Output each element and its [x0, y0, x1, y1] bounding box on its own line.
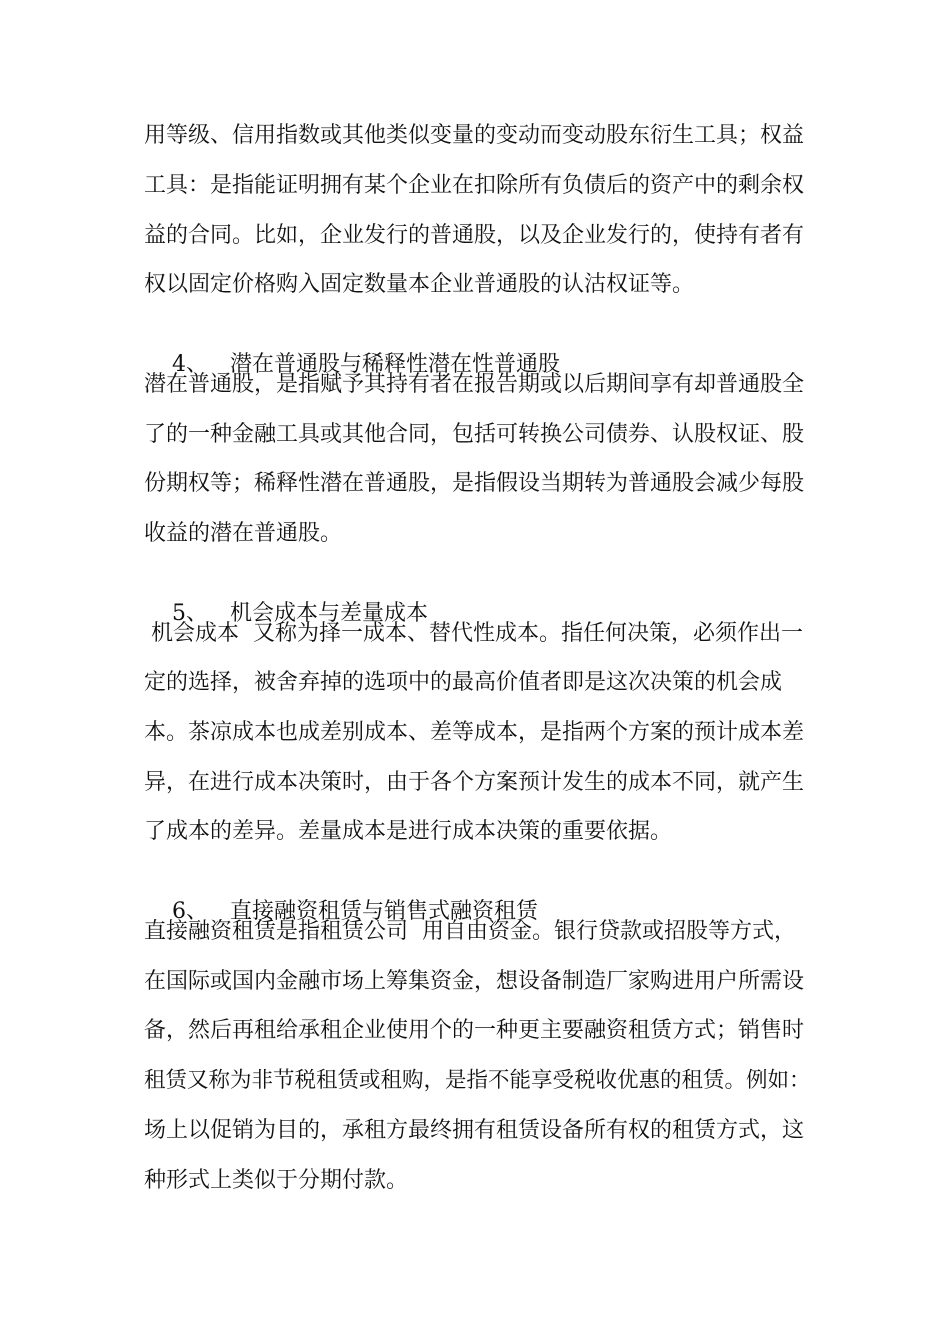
paragraph-line: 份期权等；稀释性潜在普通股，是指假设当期转为普通股会减少每股: [144, 471, 805, 496]
paragraph-line: 种形式上类似于分期付款。: [144, 1168, 409, 1193]
paragraph-line: 权以固定价格购入固定数量本企业普通股的认沽权证等。: [144, 272, 695, 297]
paragraph-line: 直接融资租赁是指租赁公司 用自由资金。银行贷款或招股等方式，: [144, 919, 796, 944]
paragraph-line: 了的一种金融工具或其他合同，包括可转换公司债券、认股权证、股: [144, 422, 805, 447]
paragraph-line: 了成本的差异。差量成本是进行成本决策的重要依据。: [144, 819, 673, 844]
paragraph-line: 本。茶凉成本也成差别成本、差等成本，是指两个方案的预计成本差: [144, 720, 805, 745]
paragraph-line: 收益的潜在普通股。: [144, 521, 343, 546]
paragraph-line: 备，然后再租给承租企业使用个的一种更主要融资租赁方式；销售时: [144, 1018, 805, 1043]
paragraph-line: 用等级、信用指数或其他类似变量的变动而变动股东衍生工具；权益: [144, 123, 805, 148]
section-heading: [144, 867, 812, 924]
paragraph-line: 潜在普通股，是指赋予其持有者在报告期或以后期间享有却普通股全: [144, 372, 805, 397]
section-heading: [144, 569, 812, 626]
paragraph-line: 异，在进行成本决策时，由于各个方案预计发生的成本不同，就产生: [144, 770, 805, 795]
section-number: 4、: [171, 352, 208, 377]
paragraph-line: 工具：是指能证明拥有某个企业在扣除所有负债后的资产中的剩余权: [144, 173, 805, 198]
paragraph-line: 场上以促销为目的，承租方最终拥有租赁设备所有权的租赁方式，这: [144, 1118, 805, 1143]
section-title: 直接融资租赁与销售式融资租赁: [229, 899, 538, 924]
paragraph-line: 机会成本 又称为择一成本、替代性成本。指任何决策，必须作出一: [144, 621, 803, 646]
section-title: 潜在普通股与稀释性潜在性普通股: [229, 352, 560, 377]
paragraph-line: 租赁又称为非节税租赁或租购，是指不能享受税收优惠的租赁。例如：: [144, 1068, 811, 1093]
paragraph-line: 益的合同。比如，企业发行的普通股，以及企业发行的，使持有者有: [144, 223, 805, 248]
paragraph-line: 定的选择，被舍弃掉的选项中的最高价值者即是这次决策的机会成: [144, 670, 783, 695]
paragraph-line: 在国际或国内金融市场上筹集资金，想设备制造厂家购进用户所需设: [144, 969, 805, 994]
section-number: 5、: [171, 601, 208, 626]
section-heading: [144, 320, 812, 377]
section-title: 机会成本与差量成本: [229, 601, 428, 626]
section-number: 6、: [171, 899, 208, 924]
